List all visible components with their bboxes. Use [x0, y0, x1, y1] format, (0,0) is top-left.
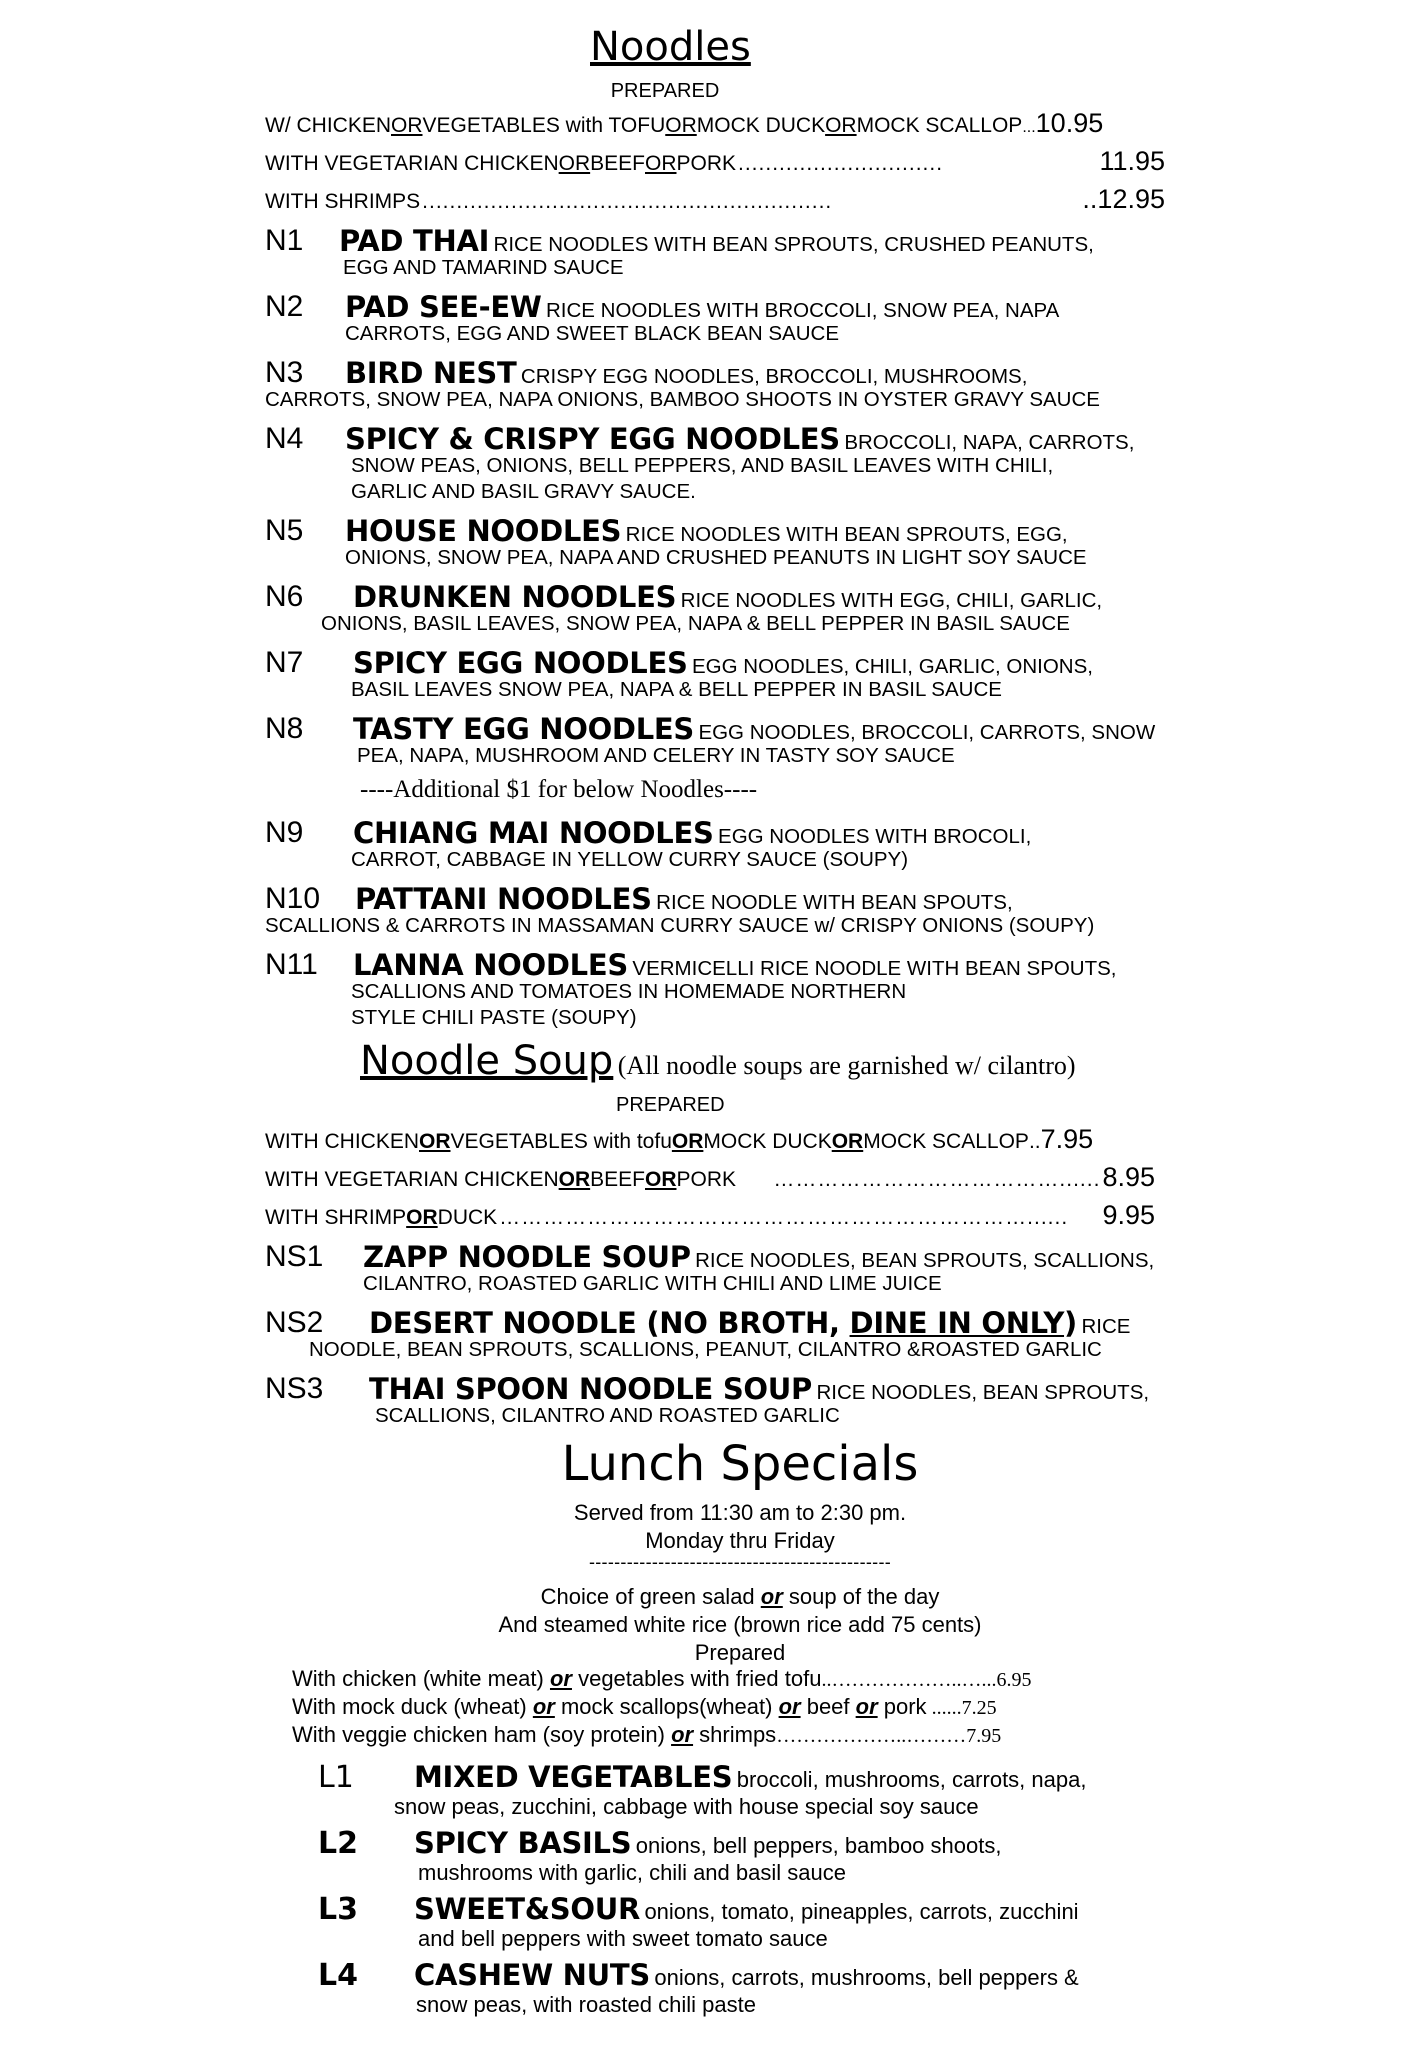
price-amount: 9.95	[1102, 1200, 1155, 1230]
price-label: WITH CHICKEN	[265, 1130, 419, 1153]
lunch-item	[318, 1958, 1228, 2017]
noodles-heading: Noodles	[590, 24, 751, 70]
item-description-cont: ONIONS, BASIL LEAVES, SNOW PEA, NAPA & BELL PEPPER IN BASIL SAUCE	[321, 612, 1070, 635]
price-amount: 10.95	[1035, 108, 1104, 138]
or-text: or	[549, 1666, 572, 1691]
or-text: OR	[419, 1130, 451, 1153]
item-code: L3	[318, 1892, 358, 1927]
price-label: WITH VEGETARIAN CHICKEN	[265, 152, 559, 175]
lunch-price-line	[292, 1694, 997, 1720]
noodle-soup-note: (All noodle soups are garnished w/ cilantro)	[617, 1051, 1076, 1080]
menu-item	[265, 422, 1175, 503]
menu-item	[265, 514, 1175, 569]
noodles-price-line	[265, 184, 1165, 215]
menu-item	[265, 882, 1175, 937]
menu-item	[265, 224, 1175, 279]
item-description: RICE NOODLES, BEAN SPROUTS,	[816, 1381, 1150, 1404]
leader-dots: ...	[1022, 119, 1036, 136]
item-name: BIRD NEST	[345, 356, 517, 390]
lunch-item	[318, 1892, 1228, 1951]
menu-item	[265, 1372, 1175, 1427]
price-amount: 7.95	[1040, 1124, 1094, 1154]
or-text: OR	[825, 114, 857, 137]
choice-text: Choice of green salad	[540, 1584, 761, 1609]
lunch-price-line	[292, 1722, 1001, 1748]
price-label: BEEF	[590, 152, 645, 175]
item-description: RICE NOODLE WITH BEAN SPOUTS,	[656, 891, 1013, 914]
lunch-divider: ------------------------------------------------	[588, 1552, 892, 1572]
item-code: N6	[265, 580, 304, 613]
item-description-cont: mushrooms with garlic, chili and basil sauce	[418, 1860, 846, 1885]
menu-item	[265, 290, 1175, 345]
item-description: EGG NOODLES, CHILI, GARLIC, ONIONS,	[692, 655, 1093, 678]
noodles-price-line	[265, 108, 1175, 139]
item-description: CRISPY EGG NOODLES, BROCCOLI, MUSHROOMS,	[520, 365, 1028, 388]
item-description: RICE NOODLES WITH BROCCOLI, SNOW PEA, NAPA	[546, 299, 1060, 322]
or-text: OR	[558, 1168, 591, 1191]
price-label: MOCK DUCK	[696, 114, 826, 137]
noodle-soup-prepared: PREPARED	[616, 1094, 725, 1116]
item-code: N4	[265, 422, 304, 455]
price-label: MOCK SCALLOP	[863, 1130, 1029, 1153]
item-code: N10	[265, 882, 321, 915]
item-name: CHIANG MAI NOODLES	[353, 816, 714, 850]
item-name-end: )	[1064, 1306, 1077, 1340]
noodle-soup-heading	[360, 1038, 1076, 1084]
price-label: WITH SHRIMPS	[265, 190, 421, 213]
price-label: PORK	[676, 152, 737, 175]
item-description-cont: GARLIC AND BASIL GRAVY SAUCE.	[351, 480, 696, 503]
item-code: N5	[265, 514, 304, 547]
additional-charge-note: ----Additional $1 for below Noodles----	[360, 776, 758, 803]
lunch-specials-heading: Lunch Specials	[561, 1436, 919, 1492]
item-description: RICE NOODLES WITH BEAN SPROUTS, CRUSHED PEANUTS,	[493, 233, 1094, 256]
item-name: LANNA NOODLES	[353, 948, 628, 982]
lunch-choice-line	[0, 1584, 1419, 1610]
price-label: VEGETABLES with TOFU	[422, 114, 666, 137]
noodles-prepared: PREPARED	[610, 80, 720, 102]
or-text: OR	[831, 1130, 864, 1153]
menu-item	[265, 948, 1175, 1029]
noodles-price-line	[265, 146, 1165, 177]
or-text: or	[671, 1722, 694, 1747]
item-name: SPICY & CRISPY EGG NOODLES	[345, 422, 840, 456]
item-code: NS3	[265, 1372, 324, 1405]
item-description-cont: NOODLE, BEAN SPROUTS, SCALLIONS, PEANUT, CILANTRO &ROASTED GARLIC	[309, 1338, 1102, 1361]
or-text: or	[760, 1584, 783, 1609]
leader-dots: ............................................................	[422, 190, 833, 213]
item-code: N9	[265, 816, 304, 849]
price-amount: 11.95	[1099, 146, 1165, 176]
item-description: onions, carrots, mushrooms, bell peppers &	[654, 1965, 1079, 1990]
price-label: BEEF	[590, 1168, 645, 1191]
item-description-cont: ONIONS, SNOW PEA, NAPA AND CRUSHED PEANUTS IN LIGHT SOY SAUCE	[345, 546, 1087, 569]
or-text: OR	[391, 114, 423, 137]
menu-item	[265, 1240, 1175, 1295]
price-amount: ..………………..…...6.95	[821, 1669, 1032, 1691]
item-description: onions, bell peppers, bamboo shoots,	[635, 1833, 1002, 1858]
lunch-days: Monday thru Friday	[645, 1528, 835, 1553]
item-code: N8	[265, 712, 304, 745]
item-code: NS2	[265, 1306, 324, 1339]
price-label: With chicken (white meat)	[292, 1666, 550, 1691]
or-text: or	[855, 1694, 878, 1719]
item-description-cont: STYLE CHILI PASTE (SOUPY)	[351, 1006, 637, 1029]
leader-dots: …………………………………......	[773, 1168, 1101, 1191]
dine-in-only-text: DINE IN ONLY	[849, 1306, 1065, 1340]
price-label: With veggie chicken ham (soy protein)	[292, 1722, 672, 1747]
item-description-cont: CARROT, CABBAGE IN YELLOW CURRY SAUCE (SOUPY)	[351, 848, 909, 871]
or-text: OR	[558, 152, 591, 175]
choice-text: soup of the day	[782, 1584, 940, 1609]
price-label: DUCK	[437, 1206, 498, 1229]
price-label: VEGETABLES with tofu	[450, 1130, 672, 1153]
item-description: BROCCOLI, NAPA, CARROTS,	[844, 431, 1135, 454]
item-description: broccoli, mushrooms, carrots, napa,	[736, 1767, 1087, 1792]
item-code: NS1	[265, 1240, 324, 1273]
leader-dots: ………………………………………………………………......	[499, 1206, 1069, 1229]
menu-item	[265, 356, 1175, 411]
item-description: EGG NOODLES WITH BROCOLI,	[718, 825, 1032, 848]
item-description: RICE NOODLES, BEAN SPROUTS, SCALLIONS,	[695, 1249, 1155, 1272]
item-name: DRUNKEN NOODLES	[353, 580, 677, 614]
or-text: OR	[645, 152, 677, 175]
price-label: WITH SHRIMP	[265, 1206, 407, 1229]
menu-item	[265, 816, 1175, 871]
item-description: RICE NOODLES WITH BEAN SPROUTS, EGG,	[625, 523, 1068, 546]
item-description-cont: PEA, NAPA, MUSHROOM AND CELERY IN TASTY SOY SAUCE	[357, 744, 955, 767]
item-description-cont: SCALLIONS & CARROTS IN MASSAMAN CURRY SAUCE w/ CRISPY ONIONS (SOUPY)	[265, 914, 1095, 937]
or-text: or	[532, 1694, 555, 1719]
leader-dots: ..............................	[738, 152, 944, 175]
item-code: N3	[265, 356, 304, 389]
item-description-cont: SNOW PEAS, ONIONS, BELL PEPPERS, AND BASIL LEAVES WITH CHILI,	[351, 454, 1054, 477]
item-name: PATTANI NOODLES	[355, 882, 652, 916]
menu-item	[265, 646, 1175, 701]
item-description: onions, tomato, pineapples, carrots, zucchini	[644, 1899, 1079, 1924]
price-label: MOCK SCALLOP	[856, 114, 1023, 137]
item-description-cont: and bell peppers with sweet tomato sauce	[418, 1926, 828, 1951]
price-label: PORK	[676, 1168, 737, 1191]
item-description: VERMICELLI RICE NOODLE WITH BEAN SPOUTS,	[632, 957, 1117, 980]
item-name: PAD THAI	[339, 224, 490, 258]
lunch-item	[318, 1760, 1228, 1819]
menu-item	[265, 580, 1175, 635]
price-amount: ......7.25	[926, 1697, 997, 1719]
lunch-item	[318, 1826, 1228, 1885]
item-name: SPICY EGG NOODLES	[353, 646, 688, 680]
price-label: mock scallops(wheat)	[554, 1694, 779, 1719]
leader-dots: ..	[1028, 1130, 1041, 1153]
item-name: DESERT NOODLE (NO BROTH,	[369, 1306, 850, 1340]
or-text: OR	[406, 1206, 438, 1229]
item-code: L4	[318, 1958, 358, 1993]
menu-item	[265, 1306, 1175, 1361]
item-description: EGG NOODLES, BROCCOLI, CARROTS, SNOW	[698, 721, 1156, 744]
item-code: N7	[265, 646, 304, 679]
item-description: RICE	[1081, 1315, 1131, 1338]
item-description-cont: snow peas, with roasted chili paste	[416, 1992, 756, 2017]
item-description-cont: EGG AND TAMARIND SAUCE	[343, 256, 624, 279]
lunch-served-hours: Served from 11:30 am to 2:30 pm.	[573, 1500, 907, 1525]
lunch-price-line	[292, 1666, 1031, 1692]
price-amount: ………………..………7.95	[776, 1725, 1002, 1747]
price-label: W/ CHICKEN	[265, 114, 391, 137]
item-description-cont: CARROTS, EGG AND SWEET BLACK BEAN SAUCE	[345, 322, 840, 345]
or-text: or	[778, 1694, 801, 1719]
price-label: pork	[877, 1694, 927, 1719]
item-description-cont: BASIL LEAVES SNOW PEA, NAPA & BELL PEPPER IN BASIL SAUCE	[351, 678, 1002, 701]
soup-price-line	[265, 1124, 1160, 1155]
price-label: shrimps	[693, 1722, 777, 1747]
price-amount: ..12.95	[1082, 184, 1165, 214]
item-description-cont: snow peas, zucchini, cabbage with house special soy sauce	[394, 1794, 979, 1819]
item-name: SWEET&SOUR	[414, 1892, 640, 1926]
item-name: ZAPP NOODLE SOUP	[363, 1240, 691, 1274]
item-code: N11	[265, 948, 318, 981]
lunch-rice-line: And steamed white rice (brown rice add 75 cents)	[498, 1612, 982, 1637]
price-label: vegetables with fried tofu	[571, 1666, 822, 1691]
noodle-soup-title: Noodle Soup	[360, 1038, 614, 1084]
price-label: WITH VEGETARIAN CHICKEN	[265, 1168, 559, 1191]
soup-price-line	[265, 1200, 1155, 1231]
price-amount: 8.95	[1102, 1162, 1155, 1192]
item-description-cont: SCALLIONS AND TOMATOES IN HOMEMADE NORTHERN	[351, 980, 907, 1003]
or-text: OR	[665, 114, 697, 137]
item-code: N2	[265, 290, 304, 323]
item-description: RICE NOODLES WITH EGG, CHILI, GARLIC,	[680, 589, 1103, 612]
menu-item	[265, 712, 1175, 767]
item-name: TASTY EGG NOODLES	[353, 712, 694, 746]
item-description-cont: CARROTS, SNOW PEA, NAPA ONIONS, BAMBOO SHOOTS IN OYSTER GRAVY SAUCE	[265, 388, 1100, 411]
item-description-cont: CILANTRO, ROASTED GARLIC WITH CHILI AND LIME JUICE	[363, 1272, 942, 1295]
or-text: OR	[671, 1130, 704, 1153]
item-name: HOUSE NOODLES	[345, 514, 622, 548]
item-code: L2	[318, 1826, 358, 1861]
item-name: CASHEW NUTS	[414, 1958, 650, 1992]
item-name: THAI SPOON NOODLE SOUP	[369, 1372, 812, 1406]
or-text: OR	[645, 1168, 677, 1191]
item-name: PAD SEE-EW	[345, 290, 542, 324]
item-name: SPICY BASILS	[414, 1826, 632, 1860]
item-code: L1	[318, 1760, 354, 1795]
price-label: With mock duck (wheat)	[292, 1694, 533, 1719]
item-code: N1	[265, 224, 304, 257]
soup-price-line	[265, 1162, 1155, 1193]
price-label: MOCK DUCK	[703, 1130, 832, 1153]
price-label: beef	[800, 1694, 856, 1719]
lunch-prepared: Prepared	[694, 1640, 786, 1665]
item-name: MIXED VEGETABLES	[414, 1760, 733, 1794]
item-description-cont: SCALLIONS, CILANTRO AND ROASTED GARLIC	[375, 1404, 840, 1427]
